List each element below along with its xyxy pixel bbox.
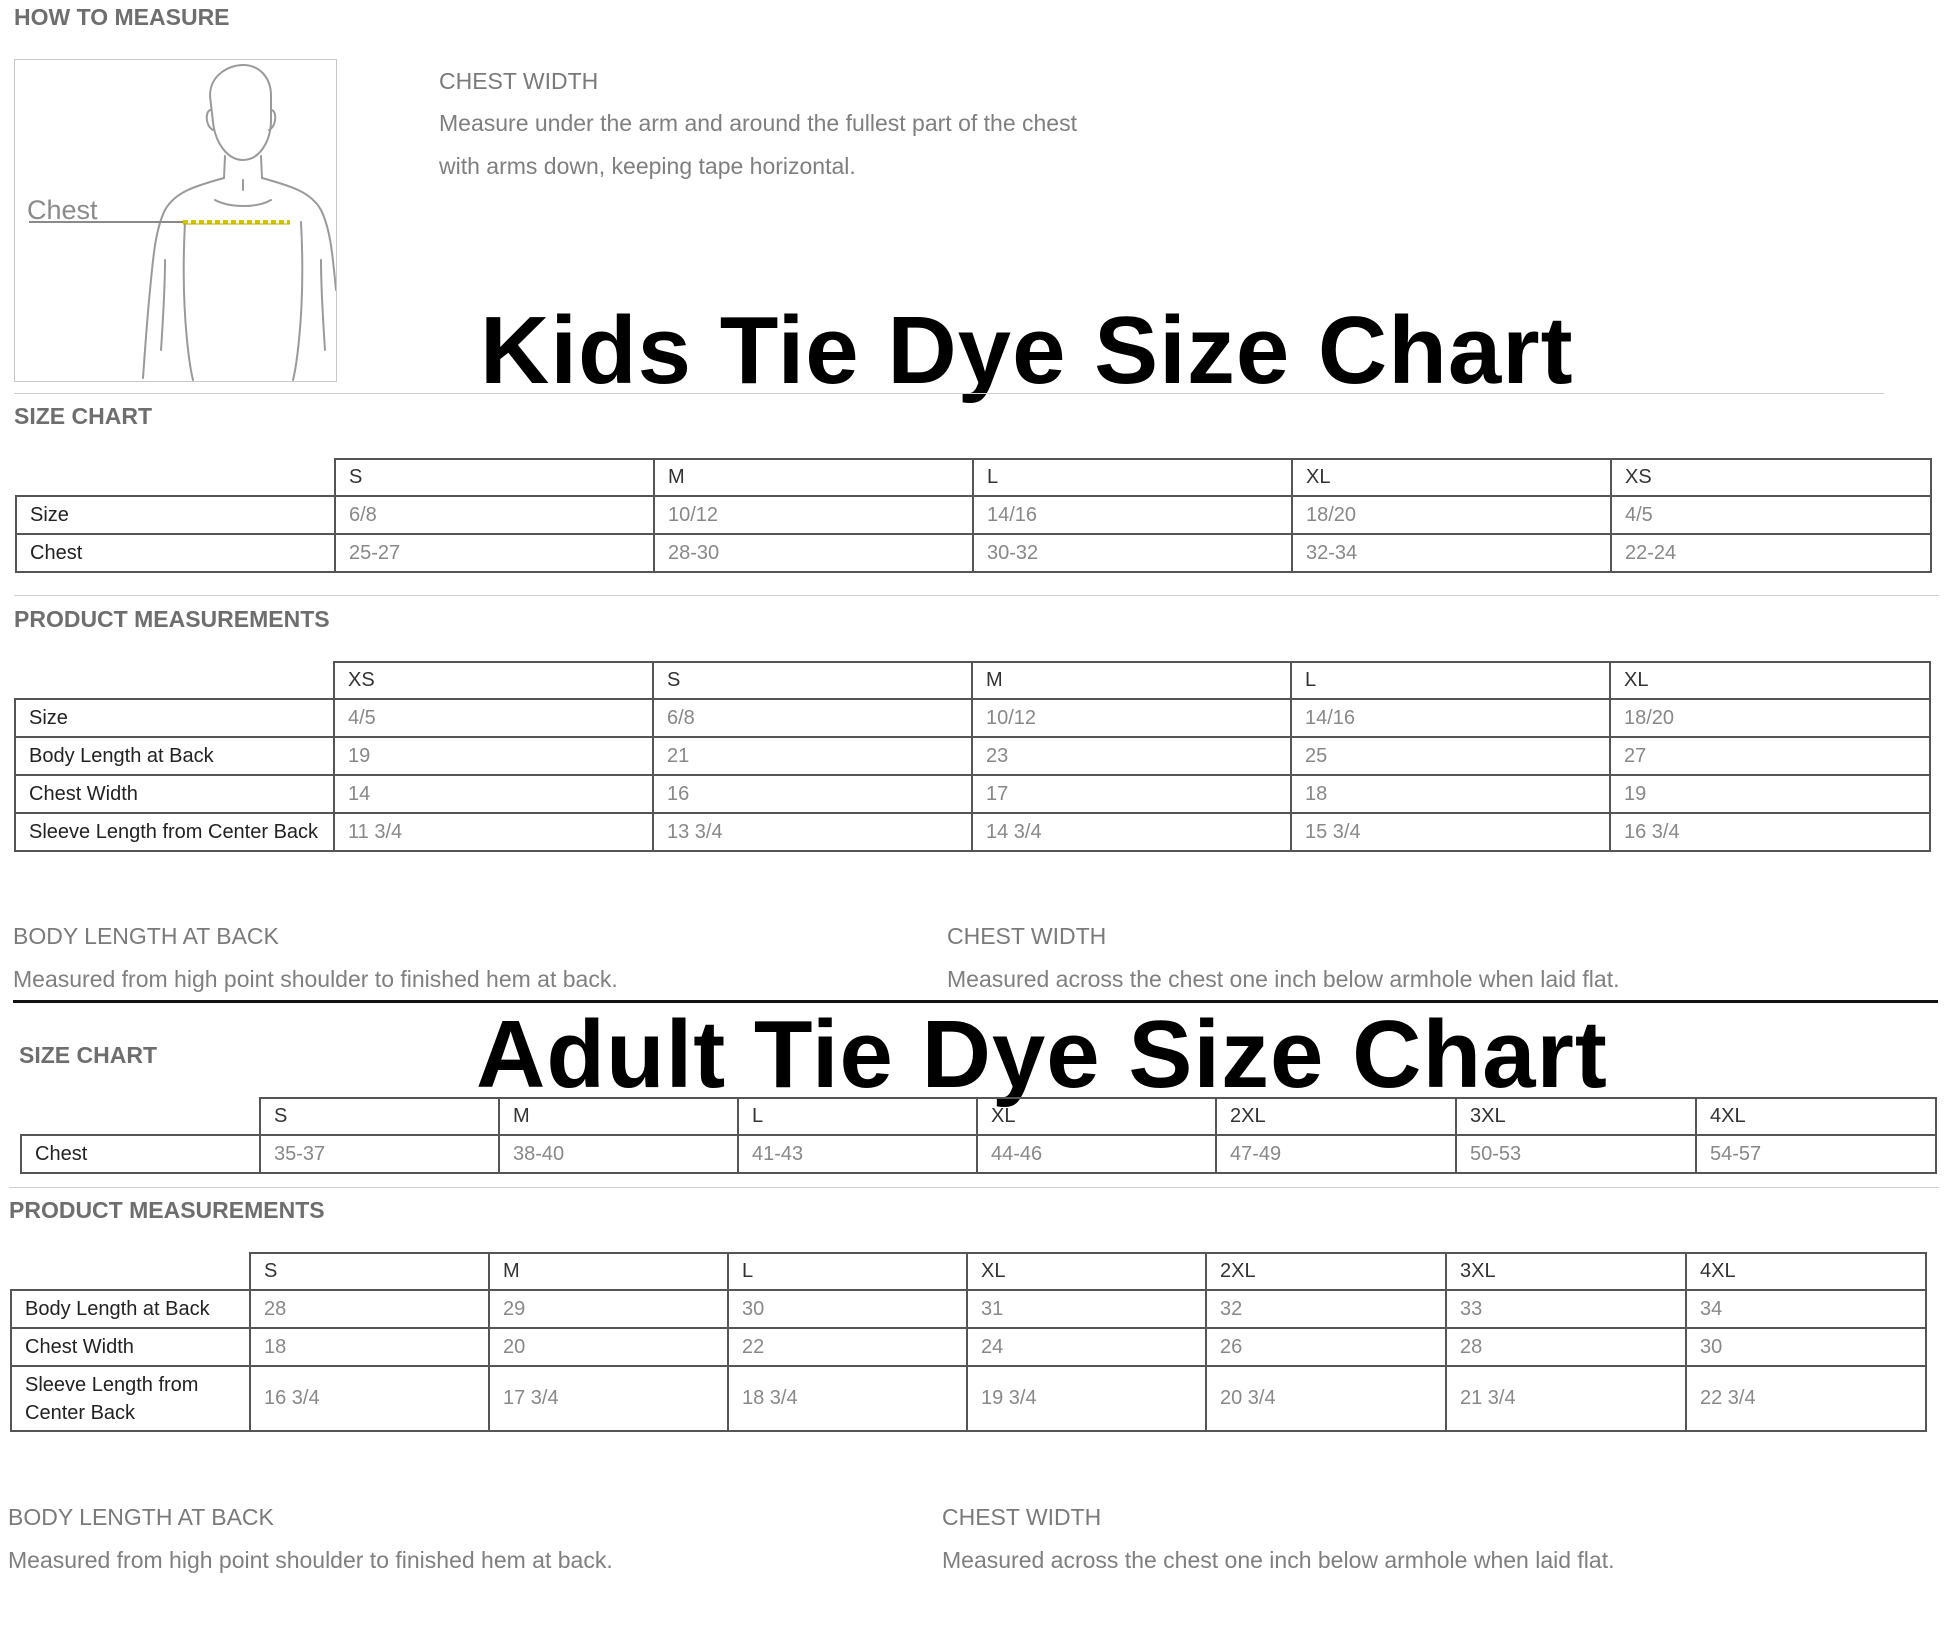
adult-chart-title: Adult Tie Dye Size Chart — [476, 1001, 1608, 1108]
table-cell: 6/8 — [653, 699, 972, 737]
kids-chest-width-text: Measured across the chest one inch below armhole when laid flat. — [947, 966, 1620, 992]
table-row — [11, 1366, 1926, 1431]
table-cell: 31 — [967, 1290, 1206, 1328]
table-row — [15, 737, 1930, 775]
column-header: S — [250, 1253, 489, 1290]
table-cell: 32-34 — [1292, 534, 1611, 572]
table-header-row — [16, 459, 1931, 496]
table-cell: 54-57 — [1696, 1135, 1936, 1173]
table-cell: 17 3/4 — [489, 1366, 728, 1431]
row-label — [11, 1366, 250, 1431]
table-cell: 29 — [489, 1290, 728, 1328]
column-header: L — [728, 1253, 967, 1290]
table-cell: 22-24 — [1611, 534, 1931, 572]
table-cell: 15 3/4 — [1291, 813, 1610, 851]
measure-figure — [14, 59, 337, 382]
column-header: 2XL — [1206, 1253, 1446, 1290]
table-cell: 26 — [1206, 1328, 1446, 1366]
table-header-row — [21, 1098, 1936, 1135]
table-cell: 32 — [1206, 1290, 1446, 1328]
empty-corner-cell — [21, 1098, 260, 1135]
column-header: 4XL — [1686, 1253, 1926, 1290]
column-header: L — [973, 459, 1292, 496]
table-cell: 16 3/4 — [1610, 813, 1930, 851]
adult-product-measurements-heading: PRODUCT MEASUREMENTS — [9, 1197, 325, 1223]
column-header: M — [972, 662, 1291, 699]
adult-chest-width-text: Measured across the chest one inch below armhole when laid flat. — [942, 1547, 1615, 1573]
table-cell: 18 — [250, 1328, 489, 1366]
adult-chest-width-title: CHEST WIDTH — [942, 1504, 1102, 1530]
table-cell: 18 3/4 — [728, 1366, 967, 1431]
chest-width-line-1: Measure under the arm and around the fullest part of the chest — [439, 110, 1077, 136]
table-cell: 50-53 — [1456, 1135, 1696, 1173]
column-header: S — [260, 1098, 499, 1135]
column-header: 4XL — [1696, 1098, 1936, 1135]
column-header: 3XL — [1446, 1253, 1686, 1290]
column-header: S — [335, 459, 654, 496]
empty-corner-cell — [11, 1253, 250, 1290]
table-cell: 44-46 — [977, 1135, 1216, 1173]
row-label: Size — [16, 496, 335, 534]
table-cell: 30 — [728, 1290, 967, 1328]
column-header: XS — [1611, 459, 1931, 496]
table-cell: 16 — [653, 775, 972, 813]
column-header: 3XL — [1456, 1098, 1696, 1135]
column-header: M — [654, 459, 973, 496]
chest-figure-label: Chest — [27, 195, 98, 225]
table-row — [21, 1135, 1936, 1173]
table-row — [15, 775, 1930, 813]
table-cell: 14/16 — [973, 496, 1292, 534]
table-cell: 21 3/4 — [1446, 1366, 1686, 1431]
empty-corner-cell — [15, 662, 334, 699]
column-header: XS — [334, 662, 653, 699]
column-header: M — [499, 1098, 738, 1135]
row-label: Chest Width — [11, 1328, 250, 1366]
table-cell: 22 3/4 — [1686, 1366, 1926, 1431]
row-label: Body Length at Back — [11, 1290, 250, 1328]
table-cell: 19 — [1610, 775, 1930, 813]
table-cell: 17 — [972, 775, 1291, 813]
adult-size-chart-heading: SIZE CHART — [19, 1042, 157, 1068]
table-cell: 20 — [489, 1328, 728, 1366]
table-cell: 35-37 — [260, 1135, 499, 1173]
table-cell: 18 — [1291, 775, 1610, 813]
table-cell: 30 — [1686, 1328, 1926, 1366]
column-header: XL — [967, 1253, 1206, 1290]
row-label: Body Length at Back — [15, 737, 334, 775]
column-header: M — [489, 1253, 728, 1290]
row-label: Sleeve Length from Center Back — [15, 813, 334, 851]
table-row — [15, 699, 1930, 737]
adult-size-chart-table — [20, 1097, 1937, 1174]
table-row — [16, 496, 1931, 534]
table-cell: 38-40 — [499, 1135, 738, 1173]
chest-width-line-2: with arms down, keeping tape horizontal. — [439, 153, 856, 179]
column-header: XL — [977, 1098, 1216, 1135]
table-cell: 24 — [967, 1328, 1206, 1366]
kids-product-measurements-table — [14, 661, 1931, 852]
table-cell: 47-49 — [1216, 1135, 1456, 1173]
table-row — [15, 813, 1930, 851]
kids-product-measurements-heading: PRODUCT MEASUREMENTS — [14, 606, 330, 632]
kids-body-length-text: Measured from high point shoulder to finished hem at back. — [13, 966, 618, 992]
table-cell: 30-32 — [973, 534, 1292, 572]
table-cell: 16 3/4 — [250, 1366, 489, 1431]
kids-size-chart-table — [15, 458, 1932, 573]
table-row — [11, 1328, 1926, 1366]
table-cell: 18/20 — [1292, 496, 1611, 534]
adult-product-measurements-table — [10, 1252, 1927, 1432]
table-cell: 28 — [1446, 1328, 1686, 1366]
kids-size-chart-heading: SIZE CHART — [14, 403, 152, 429]
table-cell: 10/12 — [972, 699, 1291, 737]
table-cell: 6/8 — [335, 496, 654, 534]
adult-body-length-title: BODY LENGTH AT BACK — [8, 1504, 274, 1530]
kids-chart-title: Kids Tie Dye Size Chart — [480, 297, 1574, 404]
table-cell: 41-43 — [738, 1135, 977, 1173]
adult-body-length-text: Measured from high point shoulder to finished hem at back. — [8, 1547, 613, 1573]
column-header: XL — [1610, 662, 1930, 699]
table-cell: 22 — [728, 1328, 967, 1366]
table-cell: 19 — [334, 737, 653, 775]
column-header: L — [738, 1098, 977, 1135]
divider — [14, 393, 1884, 394]
table-cell: 21 — [653, 737, 972, 775]
table-header-row — [15, 662, 1930, 699]
column-header: XL — [1292, 459, 1611, 496]
table-cell: 33 — [1446, 1290, 1686, 1328]
table-cell: 18/20 — [1610, 699, 1930, 737]
table-cell: 28 — [250, 1290, 489, 1328]
row-label: Size — [15, 699, 334, 737]
table-cell: 23 — [972, 737, 1291, 775]
table-row — [11, 1290, 1926, 1328]
chest-width-title: CHEST WIDTH — [439, 68, 599, 94]
kids-body-length-title: BODY LENGTH AT BACK — [13, 923, 279, 949]
empty-corner-cell — [16, 459, 335, 496]
table-row — [16, 534, 1931, 572]
divider — [9, 1187, 1939, 1188]
table-header-row — [11, 1253, 1926, 1290]
row-label: Chest — [21, 1135, 260, 1173]
table-cell: 11 3/4 — [334, 813, 653, 851]
table-cell: 10/12 — [654, 496, 973, 534]
how-to-measure-heading: HOW TO MEASURE — [14, 4, 230, 30]
row-label: Chest Width — [15, 775, 334, 813]
table-cell: 13 3/4 — [653, 813, 972, 851]
table-cell: 14/16 — [1291, 699, 1610, 737]
kids-chest-width-title: CHEST WIDTH — [947, 923, 1107, 949]
table-cell: 28-30 — [654, 534, 973, 572]
table-cell: 25-27 — [335, 534, 654, 572]
column-header: L — [1291, 662, 1610, 699]
table-cell: 25 — [1291, 737, 1610, 775]
row-label-text: Sleeve Length from Center Back — [25, 1373, 199, 1424]
table-cell: 14 3/4 — [972, 813, 1291, 851]
table-cell: 34 — [1686, 1290, 1926, 1328]
table-cell: 4/5 — [1611, 496, 1931, 534]
row-label: Chest — [16, 534, 335, 572]
table-cell: 14 — [334, 775, 653, 813]
column-header: S — [653, 662, 972, 699]
column-header: 2XL — [1216, 1098, 1456, 1135]
divider — [14, 595, 1939, 596]
table-cell: 4/5 — [334, 699, 653, 737]
table-cell: 19 3/4 — [967, 1366, 1206, 1431]
table-cell: 27 — [1610, 737, 1930, 775]
table-cell: 20 3/4 — [1206, 1366, 1446, 1431]
